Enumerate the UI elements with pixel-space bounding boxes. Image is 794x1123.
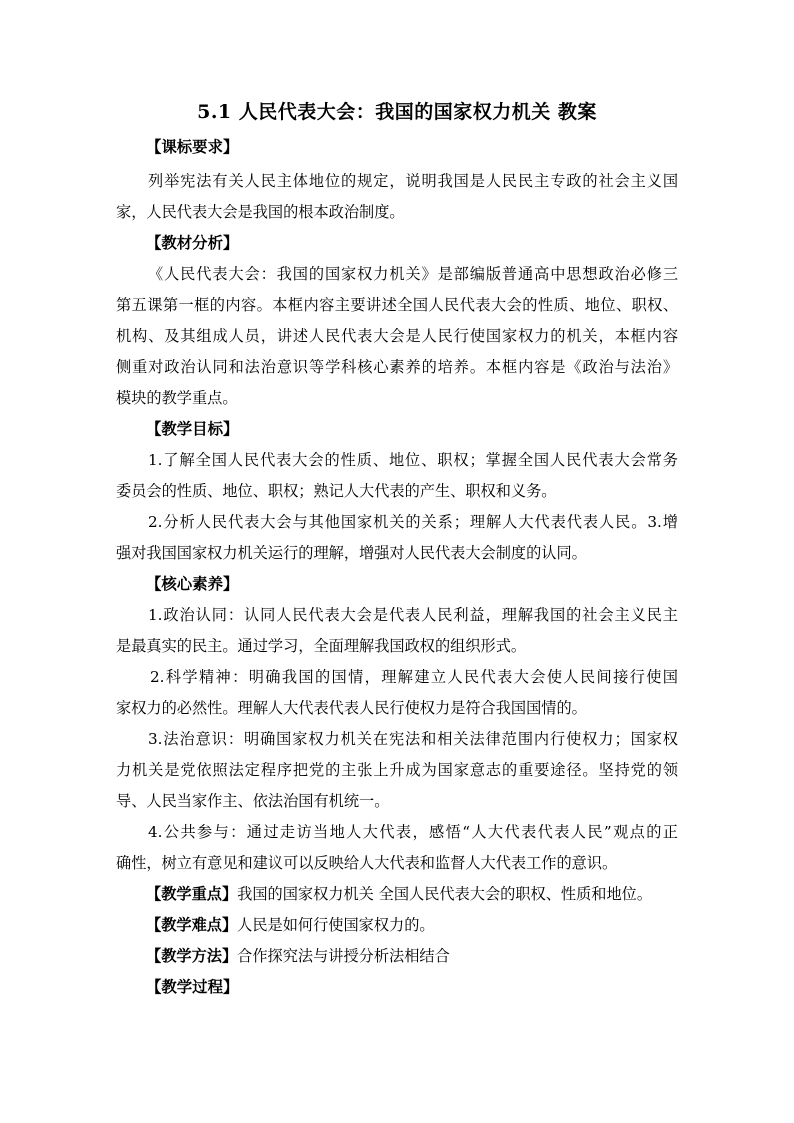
section-heading-key-points: 【教学重点】 xyxy=(146,885,238,903)
literacy-line-6: 力机关是党依照法定程序把党的主张上升成为国家意志的重要途径。坚持党的领 xyxy=(116,761,678,779)
document-title: 5.1 人民代表大会：我国的国家权力机关 教案 xyxy=(197,101,597,123)
curriculum-line-2: 家，人民代表大会是我国的根本政治制度。 xyxy=(116,203,405,221)
goals-line-2: 委员会的性质、地位、职权；熟记人大代表的产生、职权和义务。 xyxy=(116,482,557,500)
section-heading-methods: 【教学方法】 xyxy=(146,947,238,965)
literacy-line-7: 导、人民当家作主、依法治国有机统一。 xyxy=(116,792,390,810)
methods-row xyxy=(146,946,450,966)
section-heading-curriculum: 【课标要求】 xyxy=(146,138,239,156)
literacy-line-2: 是最真实的民主。通过学习，全面理解我国政权的组织形式。 xyxy=(116,637,527,655)
section-heading-literacy: 【核心素养】 xyxy=(146,575,239,593)
goals-line-3: 2.分析人民代表大会与其他国家机关的关系；理解人大代表代表人民。3.增 xyxy=(148,513,678,531)
difficulties-row xyxy=(146,915,435,935)
literacy-line-8: 4.公共参与：通过走访当地人大代表，感悟“人大代表代表人民”观点的正 xyxy=(148,823,678,841)
analysis-line-5: 模块的教学重点。 xyxy=(116,389,238,407)
section-heading-goals: 【教学目标】 xyxy=(146,420,239,438)
literacy-line-3: 2.科学精神：明确我国的国情，理解建立人民代表大会使人民间接行使国 xyxy=(150,668,678,686)
literacy-line-9: 确性，树立有意见和建议可以反映给人大代表和监督人大代表工作的意识。 xyxy=(116,854,618,872)
curriculum-line-1: 列举宪法有关人民主体地位的规定，说明我国是人民民主专政的社会主义国 xyxy=(148,172,678,190)
section-heading-process: 【教学过程】 xyxy=(146,978,239,996)
analysis-line-1: 《人民代表大会：我国的国家权力机关》是部编版普通高中思想政治必修三 xyxy=(148,265,678,283)
analysis-line-4: 侧重对政治认同和法治意识等学科核心素养的培养。本框内容是《政治与法治》 xyxy=(116,358,678,376)
methods-text: 合作探究法与讲授分析法相结合 xyxy=(237,947,450,965)
key-points-text: 我国的国家权力机关 全国人民代表大会的职权、性质和地位。 xyxy=(237,885,653,903)
goals-line-1: 1.了解全国人民代表大会的性质、地位、职权；掌握全国人民代表大会常务 xyxy=(148,451,678,469)
section-heading-analysis: 【教材分析】 xyxy=(146,234,239,252)
analysis-line-2: 第五课第一框的内容。本框内容主要讲述全国人民代表大会的性质、地位、职权、 xyxy=(116,296,678,314)
literacy-line-1: 1.政治认同：认同人民代表大会是代表人民利益，理解我国的社会主义民主 xyxy=(148,606,678,624)
literacy-line-5: 3.法治意识：明确国家权力机关在宪法和相关法律范围内行使权力；国家权 xyxy=(148,730,678,748)
difficulties-text: 人民是如何行使国家权力的。 xyxy=(237,916,435,934)
goals-line-4: 强对我国国家权力机关运行的理解，增强对人民代表大会制度的认同。 xyxy=(116,544,587,562)
analysis-line-3: 机构、及其组成人员，讲述人民代表大会是人民行使国家权力的机关，本框内容 xyxy=(116,327,678,345)
section-heading-difficulties: 【教学难点】 xyxy=(146,916,238,934)
literacy-line-4: 家权力的必然性。理解人大代表代表人民行使权力是符合我国国情的。 xyxy=(116,699,587,717)
key-points-row xyxy=(146,884,652,904)
